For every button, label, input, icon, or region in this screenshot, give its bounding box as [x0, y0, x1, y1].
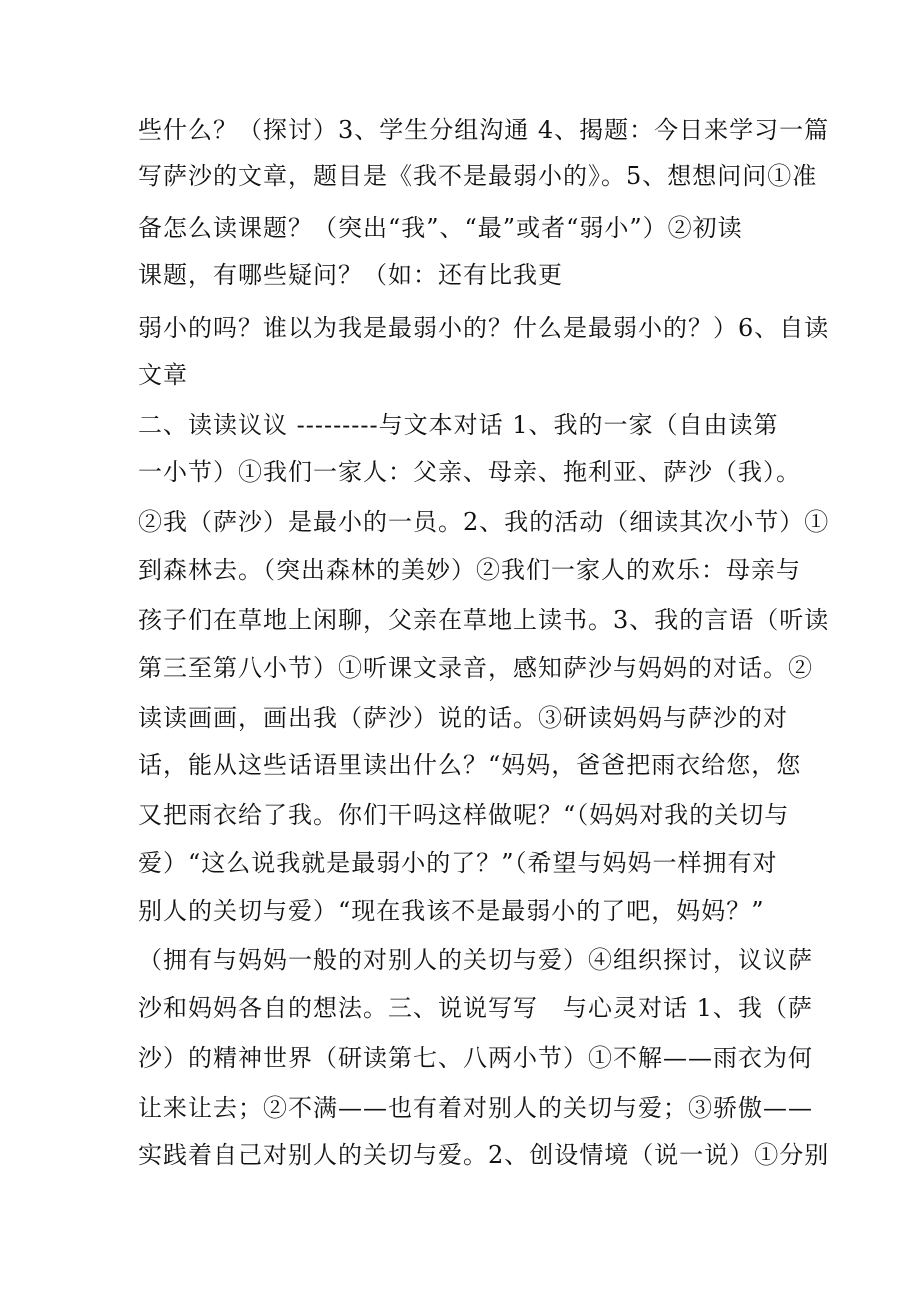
text-line-4: 课题，有哪些疑问？（如：还有比我更	[138, 261, 563, 289]
text-line-20: 沙）的精神世界（研读第七、八两小节）①不解——雨衣为何	[138, 1044, 813, 1072]
text-line-16: 爱）“这么说我就是最弱小的了？”（希望与妈妈一样拥有对	[138, 849, 778, 877]
text-line-21: 让来让去；②不满——也有着对别人的关切与爱；③骄傲——	[138, 1094, 813, 1122]
text-line-1: 些什么？（探讨）3、学生分组沟通 4、揭题：今日来学习一篇	[138, 116, 830, 144]
text-line-11: 孩子们在草地上闲聊，父亲在草地上读书。3、我的言语（听读	[138, 606, 830, 634]
text-line-14: 话，能从这些话语里读出什么？“妈妈，爸爸把雨衣给您，您	[138, 751, 802, 779]
text-line-13: 读读画画，画出我（萨沙）说的话。③研读妈妈与萨沙的对	[138, 704, 788, 732]
text-line-5: 弱小的吗？谁以为我是最弱小的？什么是最弱小的？）6、自读	[138, 314, 830, 342]
text-line-10: 到森林去。（突出森林的美妙）②我们一家人的欢乐：母亲与	[138, 556, 801, 584]
text-line-7: 二、读读议议 ---------与文本对话 1、我的一家（自由读第	[138, 411, 779, 439]
text-line-19: 沙和妈妈各自的想法。三、说说写写 与心灵对话 1、我（萨	[138, 994, 813, 1022]
text-line-6: 文章	[138, 361, 188, 389]
text-line-15: 又把雨衣给了我。你们干吗这样做呢？“（妈妈对我的关切与	[138, 801, 790, 829]
text-line-17: 别人的关切与爱）“现在我该不是最弱小的了吧，妈妈？”	[138, 897, 765, 925]
text-line-18: （拥有与妈妈一般的对别人的关切与爱）④组织探讨，议议萨	[138, 946, 813, 974]
text-line-2: 写萨沙的文章，题目是《我不是最弱小的》。5、想想问问①准	[138, 162, 818, 190]
text-line-22: 实践着自己对别人的关切与爱。2、创设情境（说一说）①分别	[138, 1141, 830, 1169]
text-line-12: 第三至第八小节）①听课文录音，感知萨沙与妈妈的对话。②	[138, 654, 813, 682]
text-line-3: 备怎么读课题？（突出“我”、“最”或者“弱小”）②初读	[138, 214, 743, 242]
text-line-8: 一小节）①我们一家人：父亲、母亲、拖利亚、萨沙（我）。	[138, 458, 801, 486]
text-line-9: ②我（萨沙）是最小的一员。2、我的活动（细读其次小节）①	[138, 508, 830, 536]
